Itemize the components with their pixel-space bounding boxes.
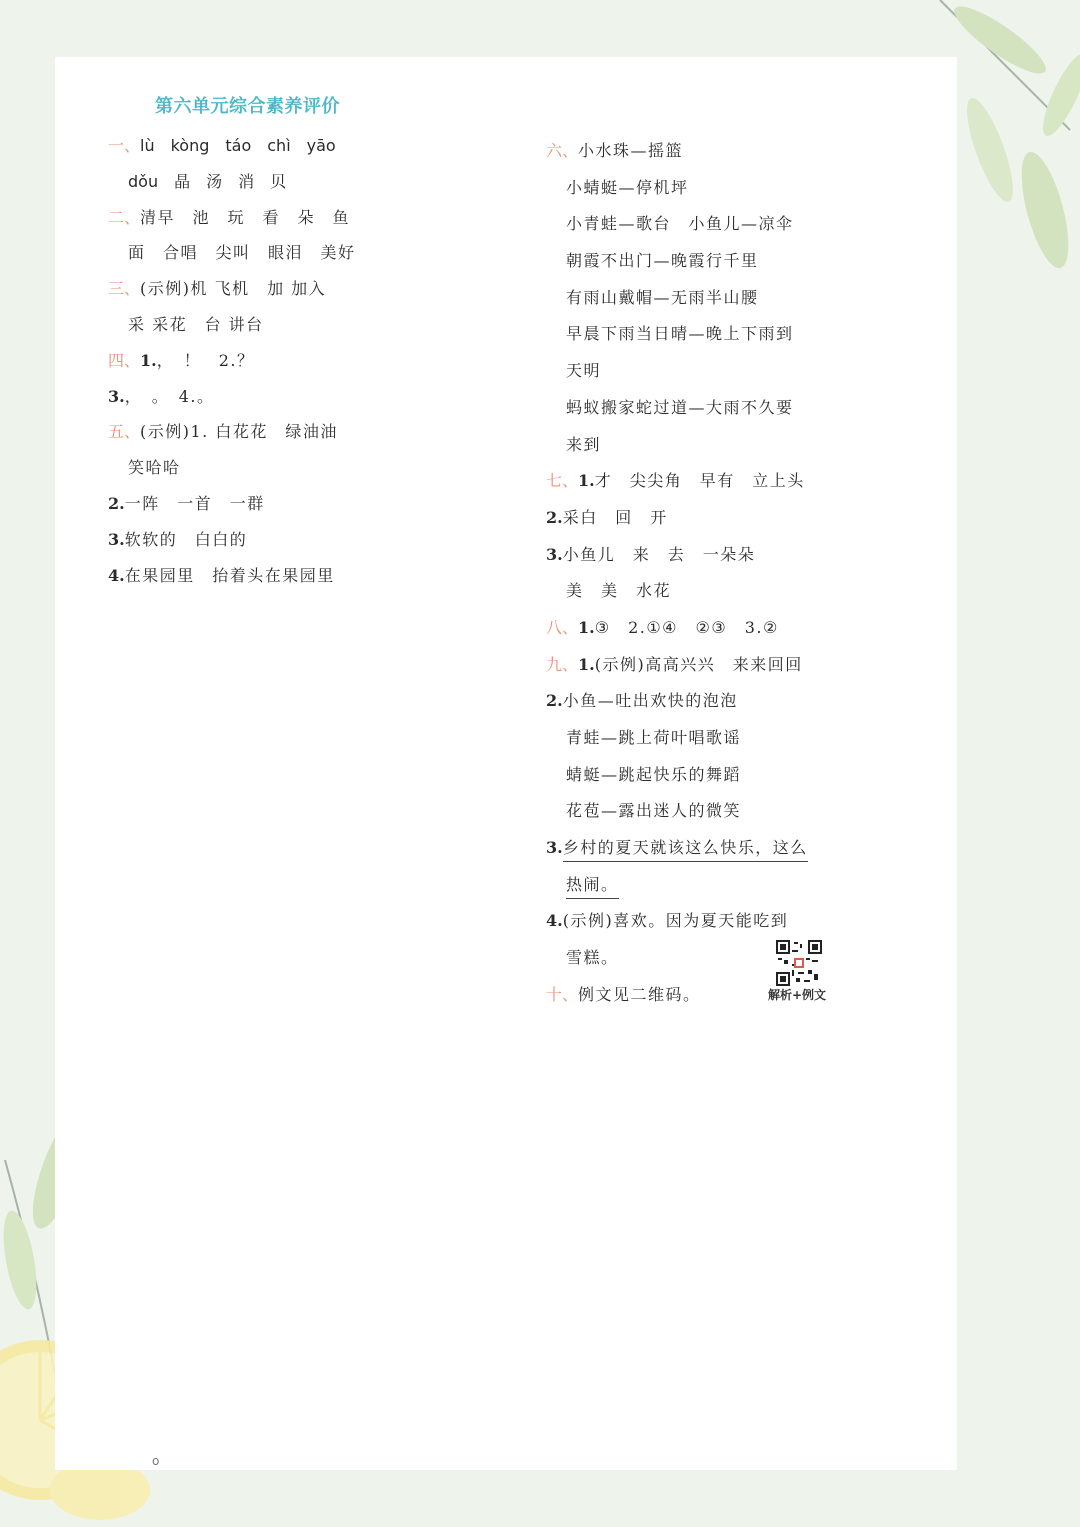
answer-line: [546, 170, 808, 207]
answer-line: [546, 830, 808, 867]
answer-line: [546, 940, 808, 977]
answer-line: [546, 793, 808, 830]
answer-line: [108, 128, 356, 164]
answer-text: lù kòng táo chì yāo: [140, 136, 336, 155]
qr-code-icon: [776, 940, 822, 986]
answer-line: [108, 200, 356, 236]
answer-text: 小鱼—吐出欢快的泡泡: [562, 691, 738, 711]
answer-text: 一阵 一首 一群: [124, 493, 265, 513]
page-title: 第六单元综合素养评价: [155, 96, 340, 117]
answer-line: [546, 280, 808, 317]
answer-line: [546, 573, 808, 610]
answer-line: [108, 414, 356, 450]
answer-text: dǒu 晶 汤 消 贝: [128, 171, 287, 191]
section-number: 三、: [108, 279, 141, 299]
page-marker: o: [152, 1454, 160, 1468]
answer-text: 青蛙—跳上荷叶唱歌谣: [566, 728, 742, 747]
answer-text: 热闹。: [566, 872, 619, 899]
answer-text: 花苞—露出迷人的微笑: [566, 801, 742, 821]
answer-line: [108, 164, 356, 200]
item-number: 2.: [546, 691, 563, 711]
answer-text: 朝霞不出门—晚霞行千里: [566, 251, 759, 271]
answer-line: [546, 867, 808, 904]
answer-line: [546, 353, 808, 390]
answer-line: [108, 343, 356, 379]
answer-line: [108, 271, 356, 307]
answer-text: (示例)1. 白花花 绿油油: [140, 422, 338, 442]
answer-text: 例文见二维码。: [578, 984, 701, 1004]
answer-text: 小蜻蜓—停机坪: [566, 177, 689, 197]
answer-text: 早晨下雨当日晴—晚上下雨到: [566, 324, 794, 344]
answer-line: [546, 903, 808, 940]
answer-line: [546, 720, 808, 757]
right-column: [546, 133, 808, 1014]
answer-text: 面 合唱 尖叫 眼泪 美好: [128, 243, 356, 263]
answer-line: [546, 316, 808, 353]
answer-line: [546, 427, 808, 464]
item-number: 3.: [546, 838, 563, 858]
answer-text: 乡村的夏天就该这么快乐，这么: [563, 835, 808, 862]
item-number: 1.: [578, 471, 595, 491]
left-column: [108, 128, 356, 593]
section-number: 四、: [108, 350, 141, 370]
section-number: 六、: [546, 141, 579, 160]
answer-text: 软软的 白白的: [124, 529, 248, 549]
answer-text: 清早 池 玩 看 朵 鱼: [140, 207, 351, 227]
item-number: 1.: [578, 617, 595, 637]
top-right-leaves-icon: [940, 0, 1080, 273]
item-number: 1.: [578, 654, 595, 674]
answer-text: 来到: [566, 434, 602, 454]
answer-text: 采 采花 台 讲台: [128, 314, 264, 334]
answer-line: [546, 463, 808, 500]
answer-text: 有雨山戴帽—无雨半山腰: [566, 287, 759, 307]
answer-line: [546, 243, 808, 280]
answer-text: 天明: [566, 361, 602, 381]
item-number: 3.: [108, 529, 125, 549]
answer-text: ， ！ 2.？: [156, 350, 255, 370]
qr-caption: 解析+例文: [768, 988, 827, 1002]
answer-text: 蜻蜓—跳起快乐的舞蹈: [566, 764, 742, 784]
answer-line: [546, 133, 808, 170]
answer-line: [546, 683, 808, 720]
answer-line: [108, 522, 356, 558]
item-number: 2.: [108, 493, 125, 513]
answer-text: 笑哈哈: [128, 458, 181, 478]
answer-line: [546, 757, 808, 794]
answer-text: ③ 2.①④ ②③ 3.②: [594, 617, 779, 637]
section-number: 九、: [546, 654, 579, 674]
answer-line: [546, 500, 808, 537]
answer-text: 蚂蚁搬家蛇过道—大雨不久要: [566, 397, 794, 417]
answer-text: 小青蛙—歌台 小鱼儿—凉伞: [566, 214, 794, 234]
item-number: 4.: [546, 911, 563, 931]
section-number: 十、: [546, 984, 579, 1004]
answer-line: [546, 610, 808, 647]
answer-line: [108, 450, 356, 486]
answer-line: [108, 558, 356, 594]
answer-line: [108, 379, 356, 415]
answer-text: ， 。 4.。: [124, 386, 215, 406]
answer-line: [108, 486, 356, 522]
item-number: 3.: [546, 544, 563, 564]
answer-text: 雪糕。: [566, 948, 619, 968]
answer-text: 采白 回 开: [562, 507, 668, 527]
section-number: 一、: [108, 136, 141, 155]
section-number: 五、: [108, 422, 141, 442]
answer-text: 才 尖尖角 早有 立上头: [594, 471, 805, 491]
item-number: 2.: [546, 507, 563, 527]
section-number: 二、: [108, 207, 141, 227]
section-number: 八、: [546, 617, 579, 637]
answer-text: (示例)喜欢。因为夏天能吃到: [562, 911, 789, 931]
item-number: 4.: [108, 565, 125, 585]
answer-text: 小鱼儿 来 去 一朵朵: [562, 544, 756, 564]
section-number: 七、: [546, 471, 579, 491]
answer-text: (示例)高高兴兴 来来回回: [594, 654, 803, 674]
answer-line: [546, 647, 808, 684]
answer-text: 小水珠—摇篮: [578, 141, 684, 160]
answer-text: 在果园里 抬着头在果园里: [124, 565, 335, 585]
item-number: 1.: [140, 350, 157, 370]
answer-line: [546, 390, 808, 427]
answer-line: [108, 307, 356, 343]
answer-line: [108, 235, 356, 271]
item-number: 3.: [108, 386, 125, 406]
answer-text: 美 美 水花: [566, 581, 672, 601]
answer-text: (示例)机 飞机 加 加入: [140, 279, 327, 299]
answer-line: [546, 206, 808, 243]
answer-line: [546, 537, 808, 574]
